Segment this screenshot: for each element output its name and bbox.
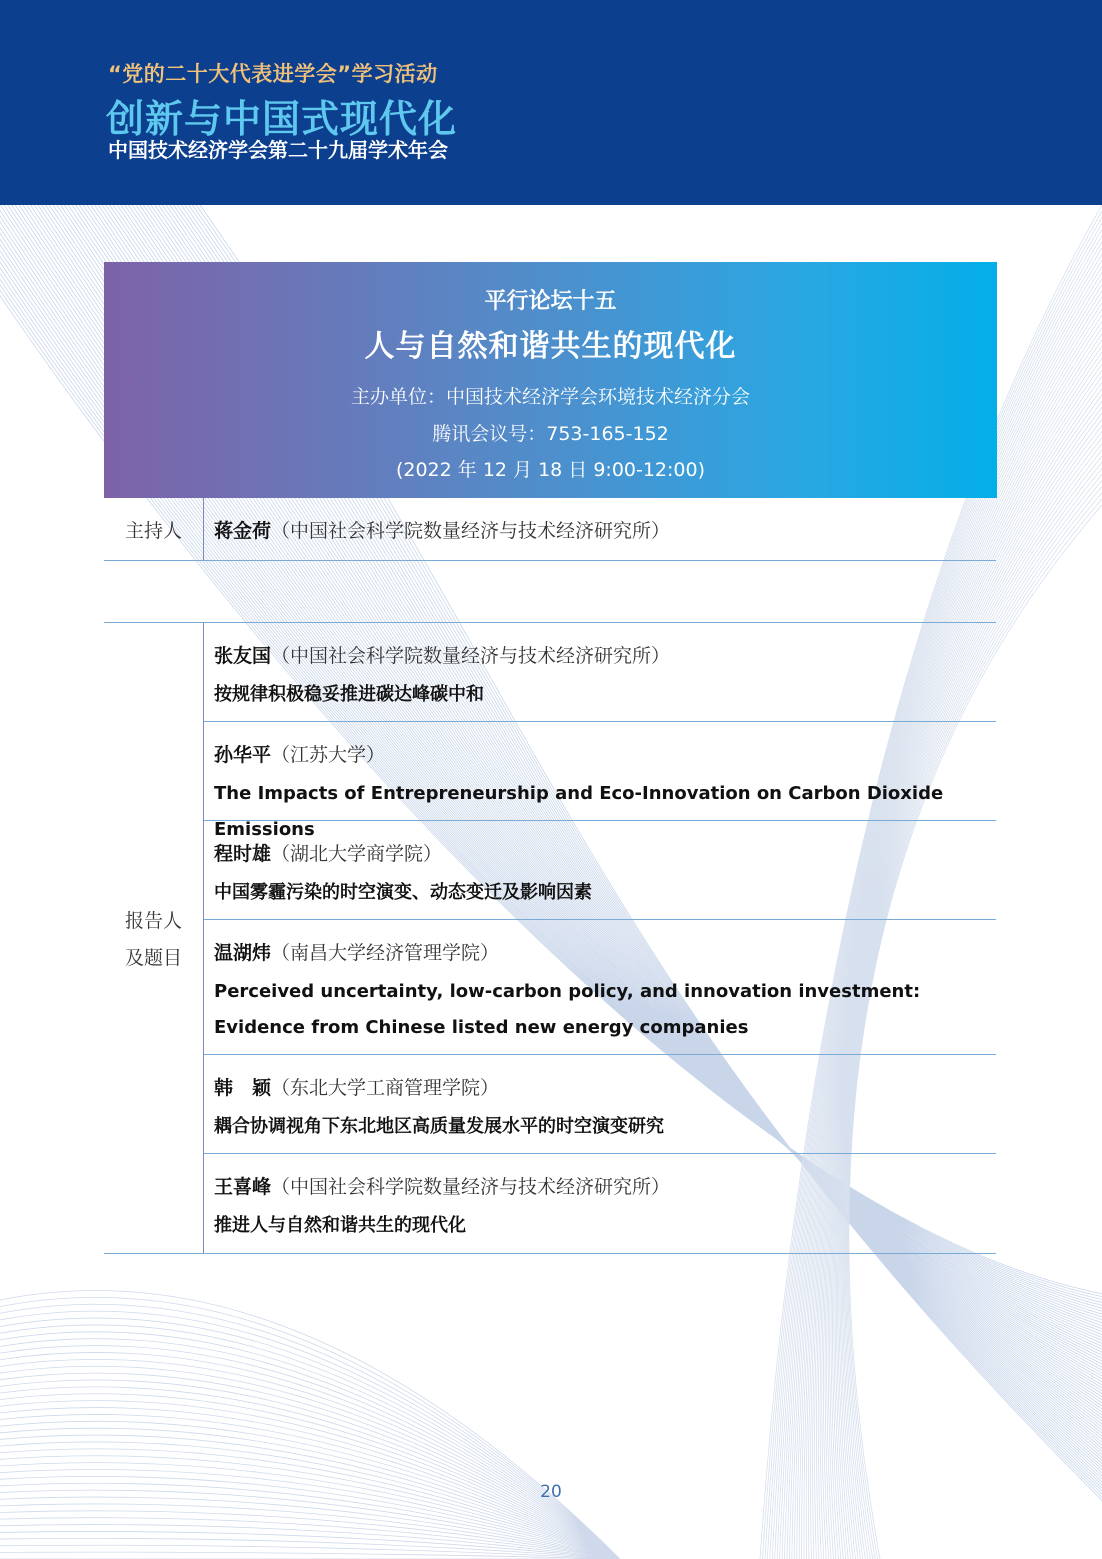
meeting-id: 腾讯会议号：753-165-152: [432, 423, 669, 445]
forum-number: 平行论坛十五: [484, 289, 617, 314]
speaker-name: 张友国: [214, 645, 272, 667]
speaker-name-line: [214, 1172, 670, 1199]
conference-name: 中国技术经济学会第二十九届学术年会: [108, 138, 448, 162]
speaker-name-line: [214, 839, 442, 866]
host-affiliation: （中国社会科学院数量经济与技术经济研究所）: [271, 520, 671, 542]
speakers-label: [104, 903, 203, 977]
speaker-name-line: [214, 1073, 499, 1100]
speaker-topic: The Impacts of Entrepreneurship and Eco-Innovation on Carbon Dioxide Emissions: [214, 783, 944, 840]
host-label: 主持人: [124, 520, 182, 542]
table-bottom-rule: [104, 1253, 996, 1254]
speaker-topic: 推进人与自然和谐共生的现代化: [214, 1215, 466, 1236]
speaker-affiliation: （江苏大学）: [271, 744, 386, 766]
speakers-label-line1: 报告人: [124, 910, 182, 932]
forum-title: 人与自然和谐共生的现代化: [364, 329, 737, 364]
forum-banner: [104, 262, 997, 498]
event-title: 创新与中国式现代化: [106, 97, 458, 141]
event-subtitle: “党的二十大代表进学会”学习活动: [108, 62, 438, 86]
page-header: [0, 0, 1102, 205]
host-info: [214, 516, 670, 543]
speaker-name: 韩 颖: [214, 1077, 272, 1099]
speaker-topic: Perceived uncertainty, low-carbon policy, and innovation investment: Evidence from Chinese listed new energy companies: [214, 981, 921, 1038]
speakers-label-line2: 及题目: [124, 947, 182, 969]
host-name: 蒋金荷: [214, 520, 272, 542]
column-divider: [203, 498, 204, 560]
speaker-affiliation: （中国社会科学院数量经济与技术经济研究所）: [271, 1176, 671, 1198]
speaker-affiliation: （南昌大学经济管理学院）: [271, 942, 500, 964]
speaker-affiliation: （东北大学工商管理学院）: [271, 1077, 500, 1099]
speakers-section: [104, 622, 996, 1236]
organizer: 主办单位：中国技术经济学会环境技术经济分会: [350, 386, 750, 408]
speaker-row: [204, 1055, 996, 1154]
background-wave-lines: [0, 1291, 620, 1559]
speaker-name-line: [214, 641, 670, 668]
speaker-name-line: [214, 938, 499, 965]
speaker-topic: 中国雾霾污染的时空演变、动态变迁及影响因素: [214, 882, 592, 903]
speaker-affiliation: （中国社会科学院数量经济与技术经济研究所）: [271, 645, 671, 667]
speaker-name: 程时雄: [214, 843, 272, 865]
speaker-row: [204, 920, 996, 1055]
speaker-name-line: [214, 740, 385, 767]
speaker-row: [204, 623, 996, 722]
page-number: 20: [540, 1482, 562, 1502]
speaker-topic: 耦合协调视角下东北地区高质量发展水平的时空演变研究: [214, 1116, 664, 1137]
forum-datetime: (2022 年 12 月 18 日 9:00-12:00): [395, 459, 706, 481]
host-row: [104, 498, 996, 561]
speaker-affiliation: （湖北大学商学院）: [271, 843, 443, 865]
speaker-name: 孙华平: [214, 744, 272, 766]
speaker-row: [204, 1154, 996, 1252]
speaker-row: [204, 821, 996, 920]
speaker-name: 温湖炜: [214, 942, 272, 964]
speaker-topic: 按规律积极稳妥推进碳达峰碳中和: [214, 684, 484, 705]
speaker-name: 王喜峰: [214, 1176, 272, 1198]
speaker-row: [204, 722, 996, 840]
